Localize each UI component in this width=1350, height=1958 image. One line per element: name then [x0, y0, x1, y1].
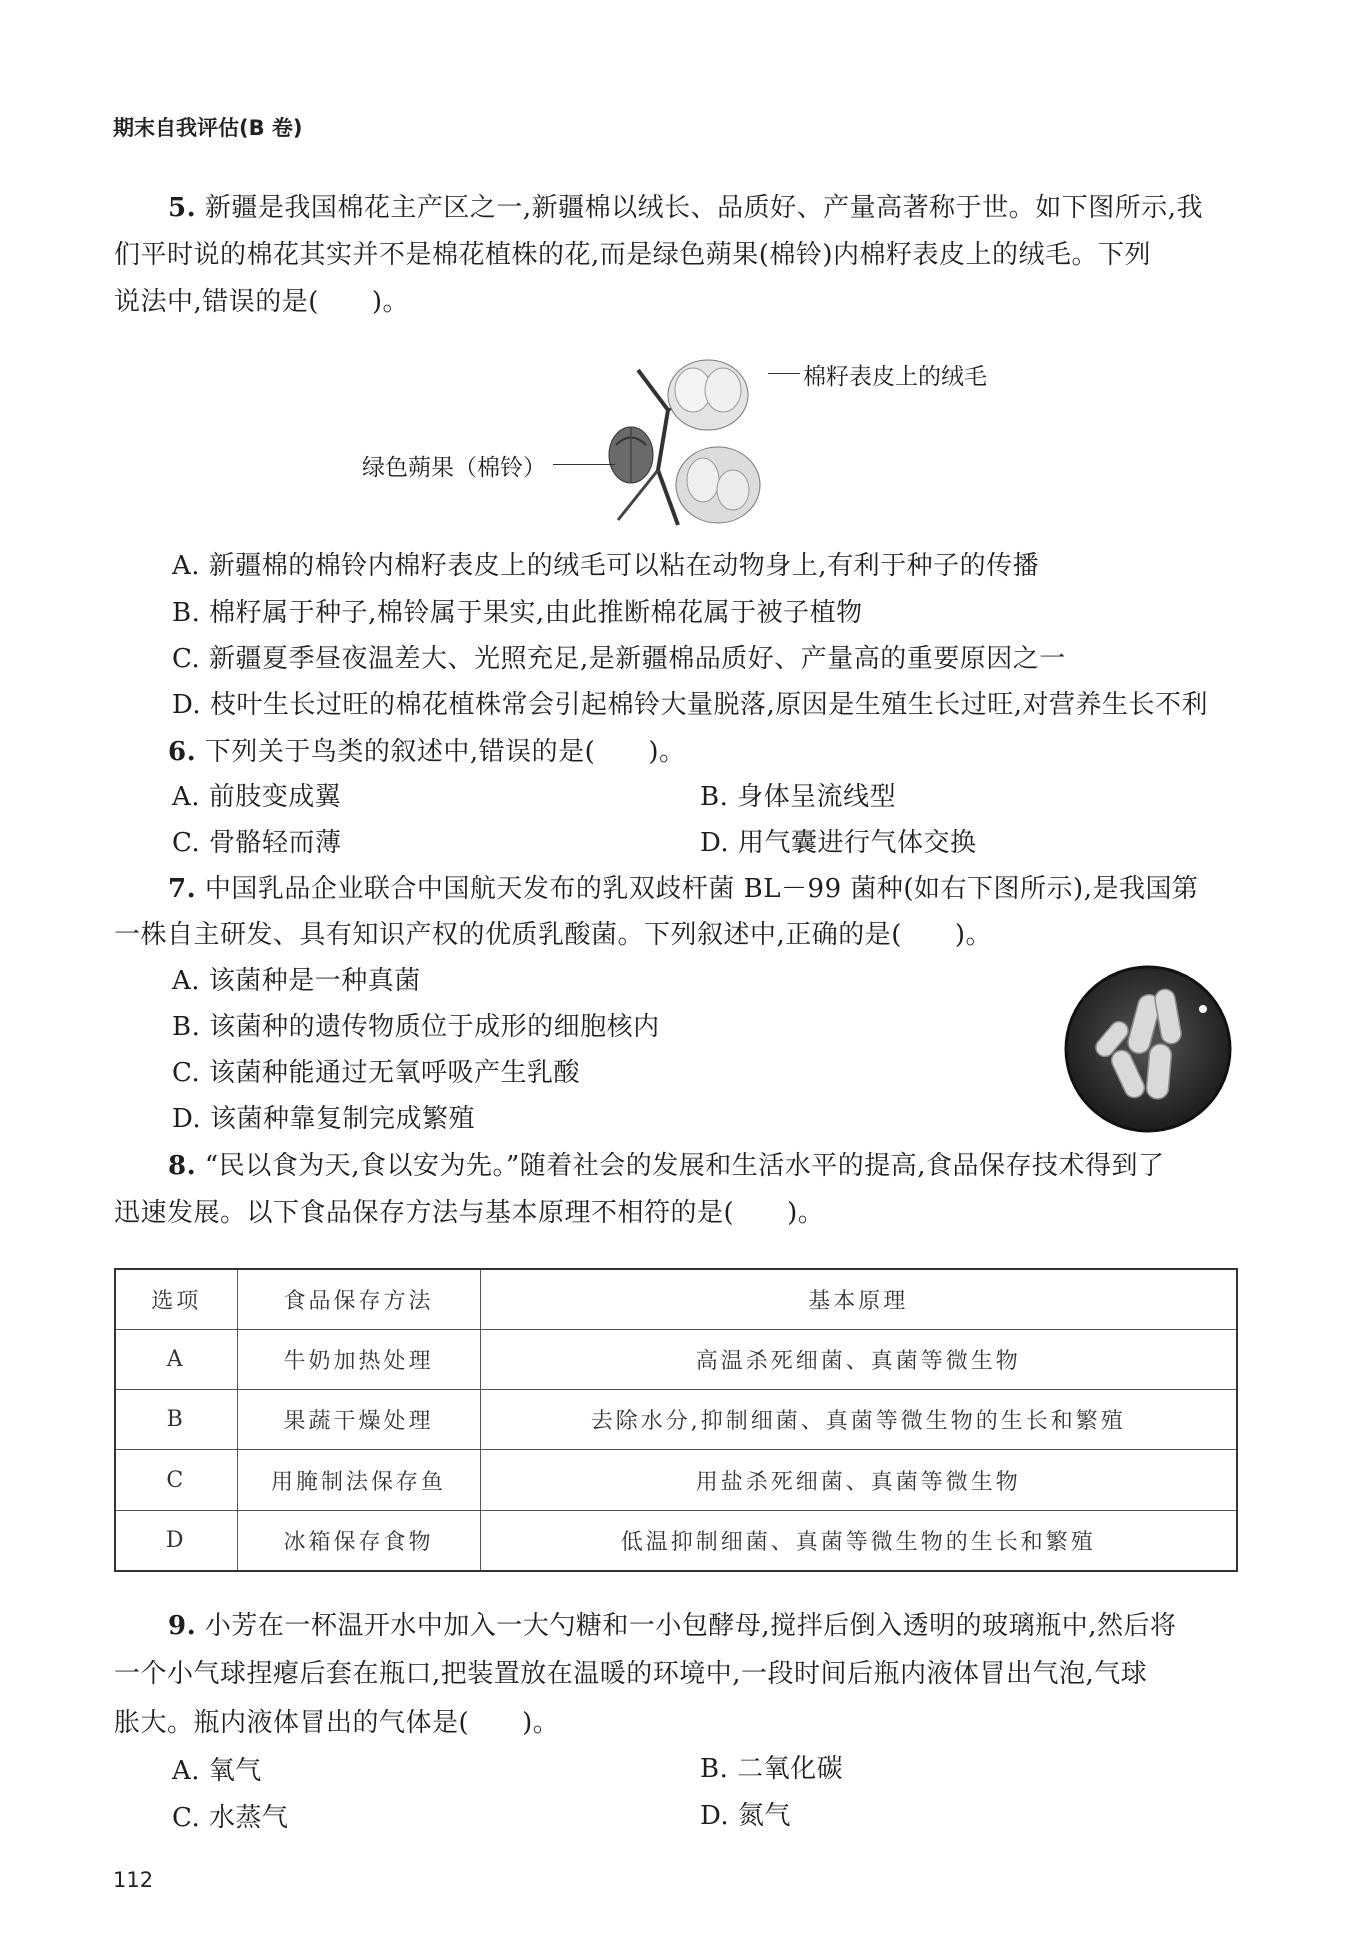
table-cell: 冰箱保存食物 [237, 1510, 480, 1571]
table-cell: 用腌制法保存鱼 [237, 1450, 480, 1510]
q9-line-3: 胀大。瓶内液体冒出的气体是( )。 [114, 1708, 560, 1738]
q8-line-1: 8. “民以食为天,食以安为先。”随着社会的发展和生活水平的提高,食品保存技术得到了 [168, 1151, 1165, 1181]
table-row [115, 1390, 1237, 1450]
q8-line-2: 迅速发展。以下食品保存方法与基本原理不相符的是( )。 [114, 1198, 825, 1228]
table-row [115, 1510, 1237, 1571]
q5-option-b: B. 棉籽属于种子,棉铃属于果实,由此推断棉花属于被子植物 [172, 598, 863, 628]
table-cell: 果蔬干燥处理 [237, 1390, 480, 1450]
q7-option-b: B. 该菌种的遗传物质位于成形的细胞核内 [172, 1012, 660, 1042]
q6-option-a: A. 前肢变成翼 [172, 782, 342, 812]
q9-number: 9. [168, 1611, 197, 1641]
q7-option-c: C. 该菌种能通过无氧呼吸产生乳酸 [172, 1058, 580, 1088]
table-cell: 低温抑制细菌、真菌等微生物的生长和繁殖 [480, 1510, 1237, 1571]
q9-line-1: 9. 小芳在一杯温开水中加入一大勺糖和一小包酵母,搅拌后倒入透明的玻璃瓶中,然后将 [168, 1611, 1177, 1641]
cotton-boll-figure [598, 350, 768, 530]
q6-option-b: B. 身体呈流线型 [700, 782, 897, 812]
page-header: 期末自我评估(B 卷) [113, 116, 303, 140]
table-cell: 去除水分,抑制细菌、真菌等微生物的生长和繁殖 [480, 1390, 1237, 1450]
q8-number: 8. [168, 1151, 197, 1181]
q5-option-c: C. 新疆夏季昼夜温差大、光照充足,是新疆棉品质好、产量高的重要原因之一 [172, 644, 1066, 674]
table-header-cell: 食品保存方法 [237, 1269, 480, 1330]
table-cell: 牛奶加热处理 [237, 1330, 480, 1390]
table-cell: B [115, 1390, 237, 1450]
q5-option-a: A. 新疆棉的棉铃内棉籽表皮上的绒毛可以粘在动物身上,有利于种子的传播 [172, 551, 1040, 581]
q7-option-a: A. 该菌种是一种真菌 [172, 966, 421, 996]
table-cell: 用盐杀死细菌、真菌等微生物 [480, 1450, 1237, 1510]
fiber-leader-line [768, 373, 800, 374]
q7-number: 7. [168, 874, 197, 904]
q7-line-1: 7. 中国乳品企业联合中国航天发布的乳双歧杆菌 BL－99 菌种(如右下图所示),是我国第 [168, 874, 1199, 904]
q6-option-d: D. 用气囊进行气体交换 [700, 828, 977, 858]
fiber-label: 棉籽表皮上的绒毛 [803, 364, 987, 390]
table-row [115, 1330, 1237, 1390]
q7-option-d: D. 该菌种靠复制完成繁殖 [172, 1104, 475, 1134]
q9-option-d: D. 氮气 [700, 1801, 791, 1831]
bacteria-micrograph [1063, 964, 1233, 1134]
q5-line-3: 说法中,错误的是( )。 [114, 287, 410, 317]
q6-stem: 6. 下列关于鸟类的叙述中,错误的是( )。 [168, 737, 686, 767]
q9-option-b: B. 二氧化碳 [700, 1754, 844, 1784]
boll-label: 绿色蒴果（棉铃） [362, 455, 546, 481]
q7-line-2: 一株自主研发、具有知识产权的优质乳酸菌。下列叙述中,正确的是( )。 [114, 920, 993, 950]
table-cell: A [115, 1330, 237, 1390]
q9-option-a: A. 氧气 [172, 1756, 262, 1786]
table-cell: D [115, 1510, 237, 1571]
q9-line-2: 一个小气球捏瘪后套在瓶口,把装置放在温暖的环境中,一段时间后瓶内液体冒出气泡,气球 [114, 1659, 1148, 1689]
q5-option-d: D. 枝叶生长过旺的棉花植株常会引起棉铃大量脱落,原因是生殖生长过旺,对营养生长不利 [172, 690, 1208, 720]
q6-option-c: C. 骨骼轻而薄 [172, 828, 342, 858]
food-preservation-table [114, 1268, 1238, 1572]
boll-leader-line [553, 464, 615, 465]
q5-line-2: 们平时说的棉花其实并不是棉花植株的花,而是绿色蒴果(棉铃)内棉籽表皮上的绒毛。下列 [114, 240, 1152, 270]
table-row [115, 1450, 1237, 1510]
q5-line-1: 5. 新疆是我国棉花主产区之一,新疆棉以绒长、品质好、产量高著称于世。如下图所示,我 [168, 193, 1203, 223]
q9-option-c: C. 水蒸气 [172, 1803, 289, 1833]
table-header-cell: 基本原理 [480, 1269, 1237, 1330]
page-number: 112 [113, 1868, 154, 1892]
table-header-row [115, 1269, 1237, 1330]
table-header-cell: 选项 [115, 1269, 237, 1330]
q6-number: 6. [168, 737, 197, 767]
q5-number: 5. [168, 193, 197, 223]
table-cell: 高温杀死细菌、真菌等微生物 [480, 1330, 1237, 1390]
table-cell: C [115, 1450, 237, 1510]
